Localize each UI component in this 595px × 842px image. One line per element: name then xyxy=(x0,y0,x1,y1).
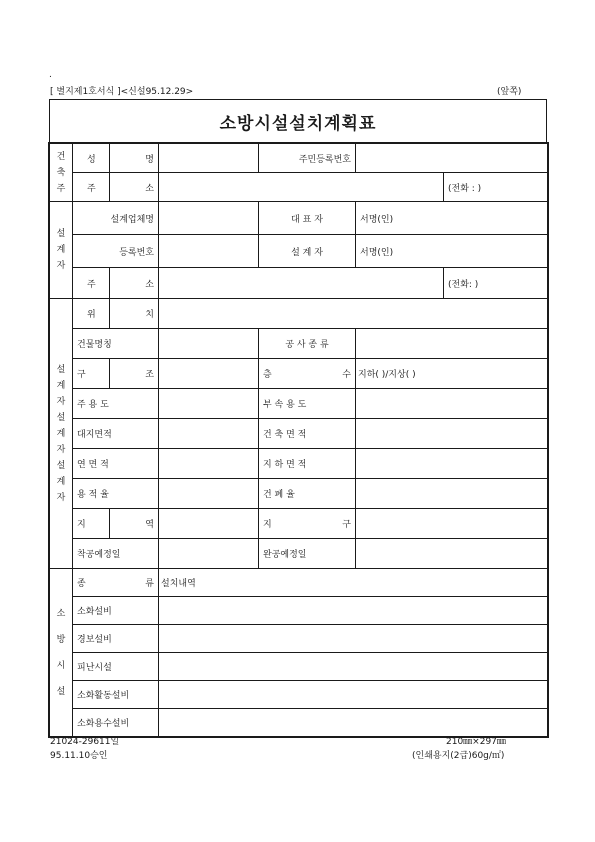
fire-item-row xyxy=(50,653,548,681)
owner-addr-label-a: 주 xyxy=(73,173,110,202)
fire-item-row xyxy=(50,625,548,653)
start-date-field[interactable] xyxy=(159,539,259,569)
building-area-field[interactable] xyxy=(356,419,548,449)
structure-label-b: 조 xyxy=(110,359,159,389)
completion-date-field[interactable] xyxy=(356,539,548,569)
designer-name-label: 설 계 자 xyxy=(259,235,356,268)
designer-addr-label-b: 소 xyxy=(110,268,159,299)
sub-usage-label: 부 속 용 도 xyxy=(259,389,356,419)
location-field[interactable] xyxy=(159,299,548,329)
paper-type: (인쇄용지(2급)60g/㎡) xyxy=(412,751,505,761)
site-area-label: 대지면적 xyxy=(73,419,159,449)
location-label-a: 위 xyxy=(73,299,110,329)
designer-reg-label: 등록번호 xyxy=(73,235,159,268)
owner-id-field[interactable] xyxy=(356,144,548,173)
floors-value[interactable]: 지하( )/지상( ) xyxy=(356,359,548,389)
floors-label: 층 수 xyxy=(259,359,356,389)
fire-item-label: 피난시설 xyxy=(73,653,159,681)
total-area-row xyxy=(50,449,548,479)
basement-area-label: 지 하 면 적 xyxy=(259,449,356,479)
section-designer: 설 계 자 xyxy=(50,202,73,299)
owner-addr-label-b: 소 xyxy=(110,173,159,202)
total-area-field[interactable] xyxy=(159,449,259,479)
fire-item-row xyxy=(50,709,548,737)
owner-name-label-a: 성 xyxy=(73,144,110,173)
header-dot: . xyxy=(49,70,52,80)
designer-phone: (전화: ) xyxy=(444,268,548,299)
basement-area-field[interactable] xyxy=(356,449,548,479)
building-name-row xyxy=(50,329,548,359)
work-type-label: 공 사 종 류 xyxy=(259,329,356,359)
paper-size: 210㎜×297㎜ xyxy=(446,737,506,747)
designer-addr-label-a: 주 xyxy=(73,268,110,299)
ratio-row xyxy=(50,479,548,509)
designer-rep-value[interactable]: 서명(인) xyxy=(356,202,548,235)
completion-date-label: 완공예정일 xyxy=(259,539,356,569)
work-type-field[interactable] xyxy=(356,329,548,359)
fire-item-label: 소화활동설비 xyxy=(73,681,159,709)
fire-header-row xyxy=(50,569,548,597)
zone-field[interactable] xyxy=(356,509,548,539)
structure-row xyxy=(50,359,548,389)
fire-item-row xyxy=(50,597,548,625)
district-label-b: 역 xyxy=(110,509,159,539)
page-title: 소방시설설치계획표 xyxy=(219,114,377,134)
fire-item-field[interactable] xyxy=(159,681,548,709)
owner-name-label-b: 명 xyxy=(110,144,159,173)
structure-label-a: 구 xyxy=(73,359,110,389)
fire-item-label: 경보설비 xyxy=(73,625,159,653)
fire-item-label: 소화설비 xyxy=(73,597,159,625)
location-row xyxy=(50,299,548,329)
designer-rep-label: 대 표 자 xyxy=(259,202,356,235)
zone-label: 지 구 xyxy=(259,509,356,539)
location-label-b: 치 xyxy=(110,299,159,329)
fire-detail-header: 설치내역 xyxy=(159,569,548,597)
section-owner: 건 축 주 xyxy=(50,144,73,202)
site-area-row xyxy=(50,419,548,449)
building-name-field[interactable] xyxy=(159,329,259,359)
site-area-field[interactable] xyxy=(159,419,259,449)
designer-addr-row xyxy=(50,268,548,299)
usage-label: 주 용 도 xyxy=(73,389,159,419)
district-field[interactable] xyxy=(159,509,259,539)
owner-name-row xyxy=(50,144,548,173)
total-area-label: 연 면 적 xyxy=(73,449,159,479)
fire-item-field[interactable] xyxy=(159,597,548,625)
designer-company-row xyxy=(50,202,548,235)
sub-usage-field[interactable] xyxy=(356,389,548,419)
usage-field[interactable] xyxy=(159,389,259,419)
fire-item-label: 소화용수설비 xyxy=(73,709,159,737)
designer-name-value[interactable]: 서명(인) xyxy=(356,235,548,268)
bcr-field[interactable] xyxy=(356,479,548,509)
building-name-label: 건물명칭 xyxy=(73,329,159,359)
schedule-row xyxy=(50,539,548,569)
start-date-label: 착공예정일 xyxy=(73,539,159,569)
district-row xyxy=(50,509,548,539)
building-area-label: 건 축 면 적 xyxy=(259,419,356,449)
designer-company-label: 설계업체명 xyxy=(73,202,159,235)
title-box xyxy=(49,99,547,143)
owner-id-label: 주민등록번호 xyxy=(259,144,356,173)
owner-name-field[interactable] xyxy=(159,144,259,173)
fire-item-field[interactable] xyxy=(159,653,548,681)
far-label: 용 적 율 xyxy=(73,479,159,509)
designer-reg-field[interactable] xyxy=(159,235,259,268)
fire-item-field[interactable] xyxy=(159,625,548,653)
fire-item-row xyxy=(50,681,548,709)
designer-addr-field[interactable] xyxy=(159,268,444,299)
designer-reg-row xyxy=(50,235,548,268)
form-id: [ 별지제1호서식 ]<신설95.12.29> xyxy=(50,87,194,97)
fire-item-field[interactable] xyxy=(159,709,548,737)
owner-addr-row xyxy=(50,173,548,202)
designer-company-field[interactable] xyxy=(159,202,259,235)
structure-field[interactable] xyxy=(159,359,259,389)
form-code: 21024-29611일 xyxy=(50,737,120,747)
district-label-a: 지 xyxy=(73,509,110,539)
plan-form xyxy=(49,143,548,737)
owner-addr-field[interactable] xyxy=(159,173,444,202)
approval-date: 95.11.10승인 xyxy=(50,751,108,761)
page-side: (앞쪽) xyxy=(497,87,522,97)
owner-phone: (전화 : ) xyxy=(444,173,548,202)
section-building: 설 계 자 설 계 자 설 계 자 xyxy=(50,299,73,569)
far-field[interactable] xyxy=(159,479,259,509)
bcr-label: 건 폐 율 xyxy=(259,479,356,509)
fire-type-label: 종 류 xyxy=(73,569,159,597)
usage-row xyxy=(50,389,548,419)
section-fire: 소 방 시 설 xyxy=(50,569,73,737)
